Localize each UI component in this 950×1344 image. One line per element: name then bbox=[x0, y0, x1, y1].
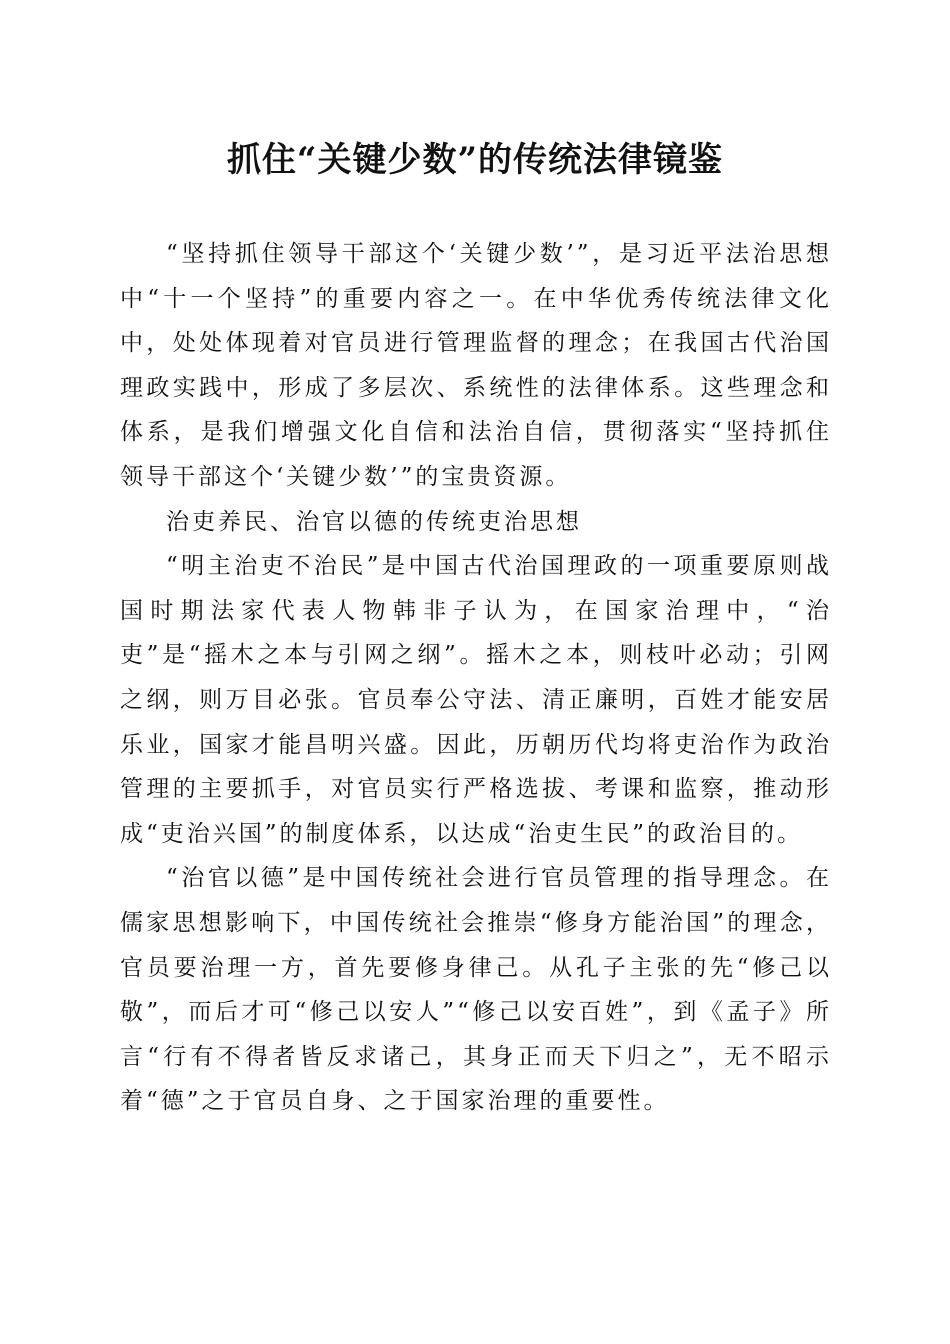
paragraph-intro: “坚持抓住领导干部这个‘关键少数’”，是习近平法治思想中“十一个坚持”的重要内容之一。在中华优秀传统法律文化中，处处体现着对官员进行管理监督的理念；在我国古代治国理政实践中，形成了多层次、系统性的法律体系。这些理念和体系，是我们增强文化自信和法治自信，贯彻落实“坚持抓住领导干部这个‘关键少数’”的宝贵资源。 bbox=[120, 241, 832, 490]
document-body bbox=[120, 232, 832, 1124]
document-title: 抓住“关键少数”的传统法律镜鉴 bbox=[226, 140, 724, 180]
paragraph-zhili: “明主治吏不治民”是中国古代治国理政的一项重要原则战国时期法家代表人物韩非子认为，在国家治理中，“治吏”是“摇木之本与引网之纲”。摇木之本，则枝叶必动；引网之纲，则万目必张。官员奉公守法、清正廉明，百姓才能安居乐业，国家才能昌明兴盛。因此，历朝历代均将吏治作为政治管理的主要抓手，对官员实行严格选拔、考课和监察，推动形成“吏治兴国”的制度体系，以达成“治吏生民”的政治目的。 bbox=[120, 553, 832, 847]
section-heading: 治吏养民、治官以德的传统吏治思想 bbox=[166, 508, 582, 535]
paragraph-zhiguan-yide: “治官以德”是中国传统社会进行官员管理的指导理念。在儒家思想影响下，中国传统社会推崇“修身方能治国”的理念，官员要治理一方，首先要修身律己。从孔子主张的先“修己以敬”，而后才可“修己以安人”“修己以安百姓”，到《孟子》所言“行有不得者皆反求诸己，其身正而天下归之”，无不昭示着“德”之于官员自身、之于国家治理的重要性。 bbox=[120, 865, 832, 1115]
